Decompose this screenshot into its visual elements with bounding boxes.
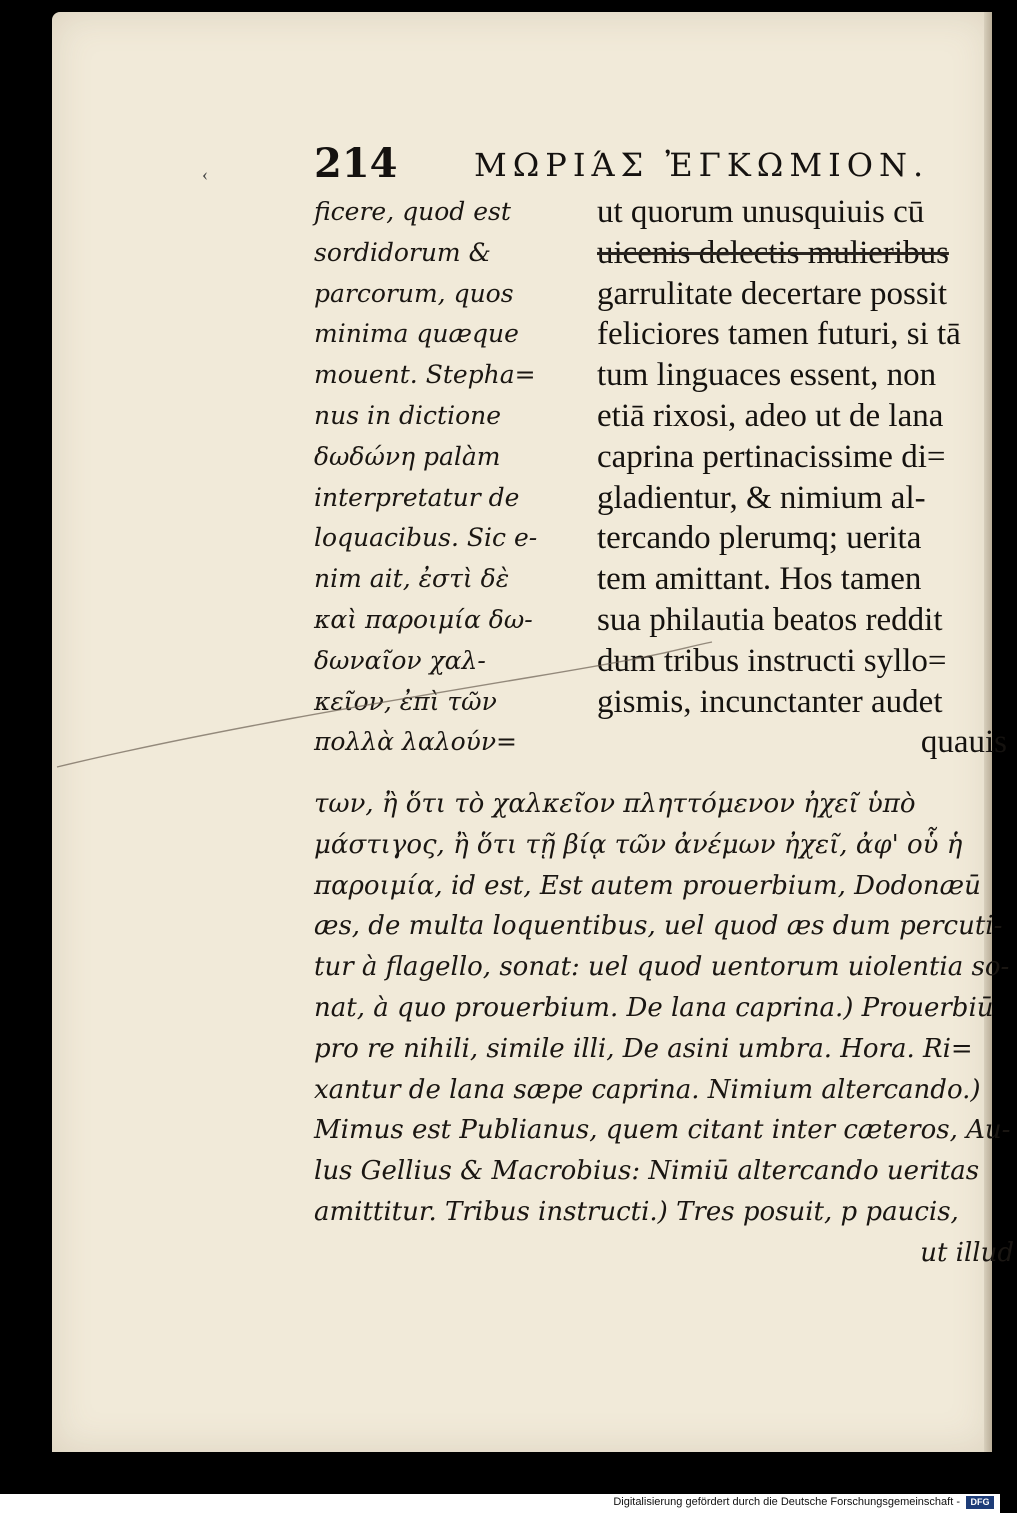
main-text-line: feliciores tamen futuri, si tā — [597, 316, 961, 353]
gloss-line: δωδώνη palàm — [314, 441, 501, 471]
funding-notice: Digitalisierung gefördert durch die Deutsche Forschungsgemeinschaft - — [613, 1496, 960, 1508]
gloss-line: loquacibus. Sic e- — [314, 523, 538, 553]
gloss-line: nus in dictione — [314, 400, 502, 430]
gloss-line: mouent. Stepha= — [314, 360, 536, 390]
main-text-line: etiā rixosi, adeo ut de lana — [597, 397, 944, 434]
main-text-line: garrulitate decertare possit — [597, 275, 947, 312]
gloss-line: πολλὰ λαλούν= — [314, 727, 517, 757]
page-header — [314, 140, 954, 187]
gloss-line: κεῖον, ἐπὶ τῶν — [314, 686, 497, 716]
main-text-line: tercando plerumq; uerita — [597, 520, 922, 557]
main-text-line: caprina pertinacissime di= — [597, 438, 946, 475]
bottom-gloss-line: lus Gellius & Macrobius: Nimiū altercando ueritas — [314, 1156, 980, 1187]
dfg-logo: DFG — [966, 1496, 994, 1509]
bottom-gloss-line: των, ἢ ὅτι τὸ χαλκεῖον πληττόμενον ἠχεῖ ὑπὸ — [314, 789, 916, 819]
bottom-gloss-line: pro re nihili, simile illi, De asini umbra. Hora. Ri= — [314, 1033, 973, 1064]
gloss-line: minima quæque — [314, 319, 519, 349]
main-text-line: gladientur, & nimium al- — [597, 479, 926, 516]
bottom-gloss-line: æs, de multa loquentibus, uel quod æs dum percuti- — [314, 911, 1003, 942]
margin-mark: ‹ — [202, 164, 208, 184]
bottom-gloss-block — [314, 784, 1014, 1274]
main-text-column — [597, 192, 1017, 763]
bottom-gloss-line: Mimus est Publianus, quem citant inter cæteros, Au- — [314, 1115, 1011, 1146]
bottom-gloss-line: amittitur. Tribus instructi.) Tres posuit, p paucis, — [314, 1196, 959, 1227]
main-text-line: dum tribus instructi syllo= — [597, 642, 947, 679]
main-text-line: gismis, incunctanter audet — [597, 683, 943, 720]
gloss-line: δωναῖον χαλ- — [314, 645, 486, 675]
gloss-line: nim ait, ἐστὶ δὲ — [314, 564, 510, 594]
bottom-gloss-line: tur à flagello, sonat: uel quod uentorum uiolentia so- — [314, 952, 1010, 983]
bottom-gloss-line: μάστιγος, ἢ ὅτι τῇ βίᾳ τῶν ἀνέμων ἠχεῖ, ἀφ' οὗ ἡ — [314, 829, 963, 860]
gloss-line: parcorum, quos — [314, 278, 514, 308]
page-number: 214 — [314, 140, 398, 187]
bottom-gloss-line: xantur de lana sæpe caprina. Nimium altercando.) — [314, 1074, 981, 1105]
main-text-line: tum linguaces essent, non — [597, 357, 937, 394]
main-text-line: ut quorum unusquiuis cū — [597, 194, 925, 230]
gloss-column — [314, 192, 546, 763]
gloss-line: sordidorum & — [314, 237, 491, 267]
digitization-footer — [0, 1494, 1000, 1513]
bottom-catchword: ut illud — [920, 1237, 1014, 1268]
gloss-line: καὶ παροιμία δω- — [314, 604, 533, 634]
gloss-line: ficere, quod est — [314, 197, 511, 226]
main-text-line: sua philautia beatos reddit — [597, 601, 943, 638]
main-text-line: uicenis delectis mulieribus — [597, 234, 949, 271]
book-page — [52, 12, 1014, 1452]
gloss-line: interpretatur de — [314, 482, 520, 512]
main-text-line: tem amittant. Hos tamen — [597, 561, 922, 598]
running-title: ΜΩΡΙΆΣ ἘΓΚΩΜΙΟΝ. — [474, 146, 930, 184]
catchword: quauis — [920, 724, 1007, 761]
bottom-gloss-line: παροιμία, id est, Est autem prouerbium, Dodonæū — [314, 870, 981, 901]
bottom-gloss-line: nat, à quo prouerbium. De lana caprina.) Prouerbiū — [314, 992, 994, 1023]
